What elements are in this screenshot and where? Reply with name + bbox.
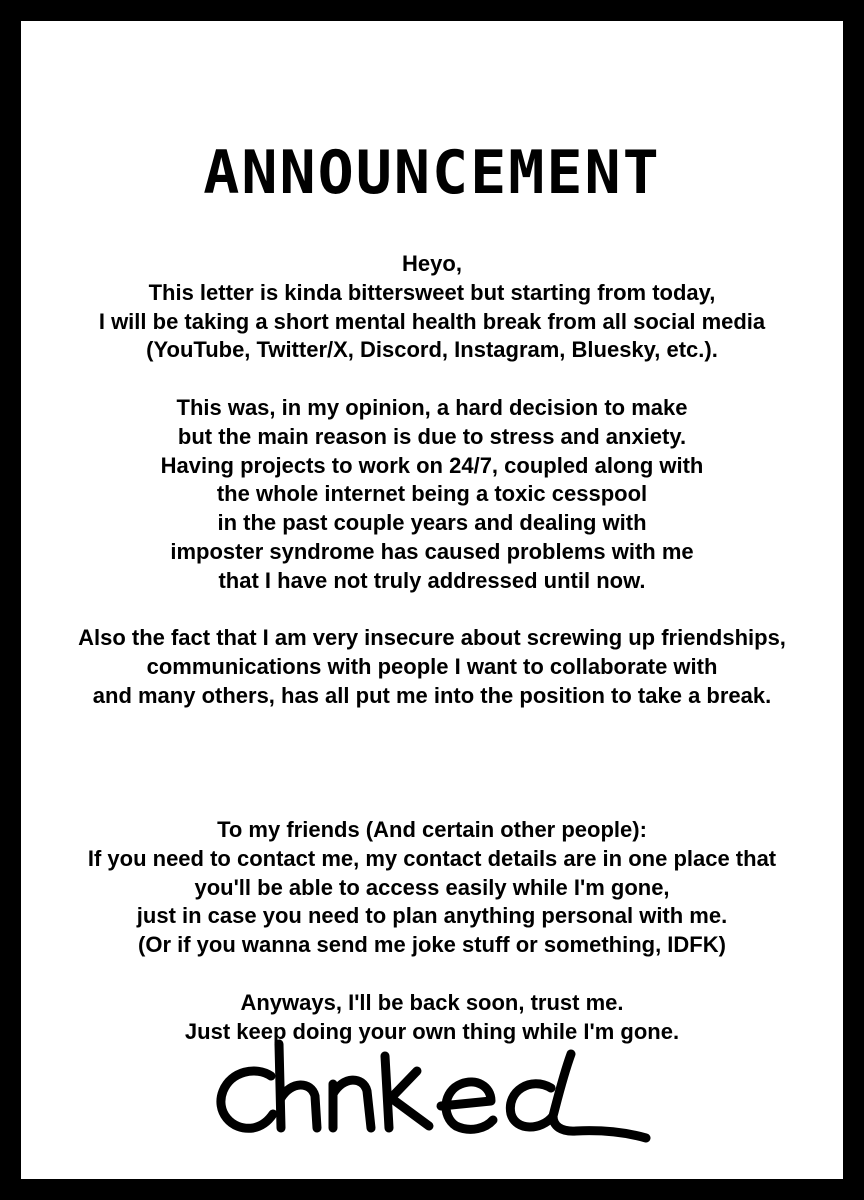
letter-page (21, 21, 843, 1179)
text-line: in the past couple years and dealing with (217, 510, 647, 536)
text-line: Having projects to work on 24/7, coupled along with (160, 452, 704, 478)
text-line: If you need to contact me, my contact details are in one place that (87, 845, 777, 871)
text-line: (YouTube, Twitter/X, Discord, Instagram, Bluesky, etc.). (146, 337, 718, 363)
text-line: This was, in my opinion, a hard decision to make (176, 395, 688, 420)
text-line: imposter syndrome has caused problems with me (170, 538, 694, 564)
text-line: you'll be able to access easily while I'm gone, (194, 874, 670, 900)
paragraph-greeting (21, 250, 843, 365)
text-line: communications with people I want to collaborate with (146, 653, 718, 679)
text-line: the whole internet being a toxic cesspool (216, 481, 648, 507)
text-line: (Or if you wanna send me joke stuff or something, IDFK) (138, 932, 726, 958)
text-line: This letter is kinda bittersweet but starting from today, (148, 279, 716, 305)
text-line: Anyways, I'll be back soon, trust me. (240, 990, 624, 1015)
text-line: Also the fact that I am very insecure about screwing up friendships, (78, 625, 786, 650)
text-line: Just keep doing your own thing while I'm gone. (184, 1018, 680, 1044)
text-line: I will be taking a short mental health break from all social media (98, 308, 766, 334)
text-line: and many others, has all put me into the position to take a break. (92, 682, 772, 708)
paragraph-insecurity (21, 624, 843, 710)
text-line: Heyo, (402, 251, 462, 276)
text-line: that I have not truly addressed until now. (218, 567, 646, 593)
text-line: To my friends (And certain other people): (217, 817, 647, 842)
announcement-title: ANNOUNCEMENT (203, 138, 661, 208)
handwritten-signature (201, 1036, 671, 1146)
paragraph-friends (21, 816, 843, 960)
paragraph-reason (21, 394, 843, 596)
text-line: just in case you need to plan anything personal with me. (136, 903, 728, 929)
text-line: but the main reason is due to stress and anxiety. (177, 423, 687, 449)
